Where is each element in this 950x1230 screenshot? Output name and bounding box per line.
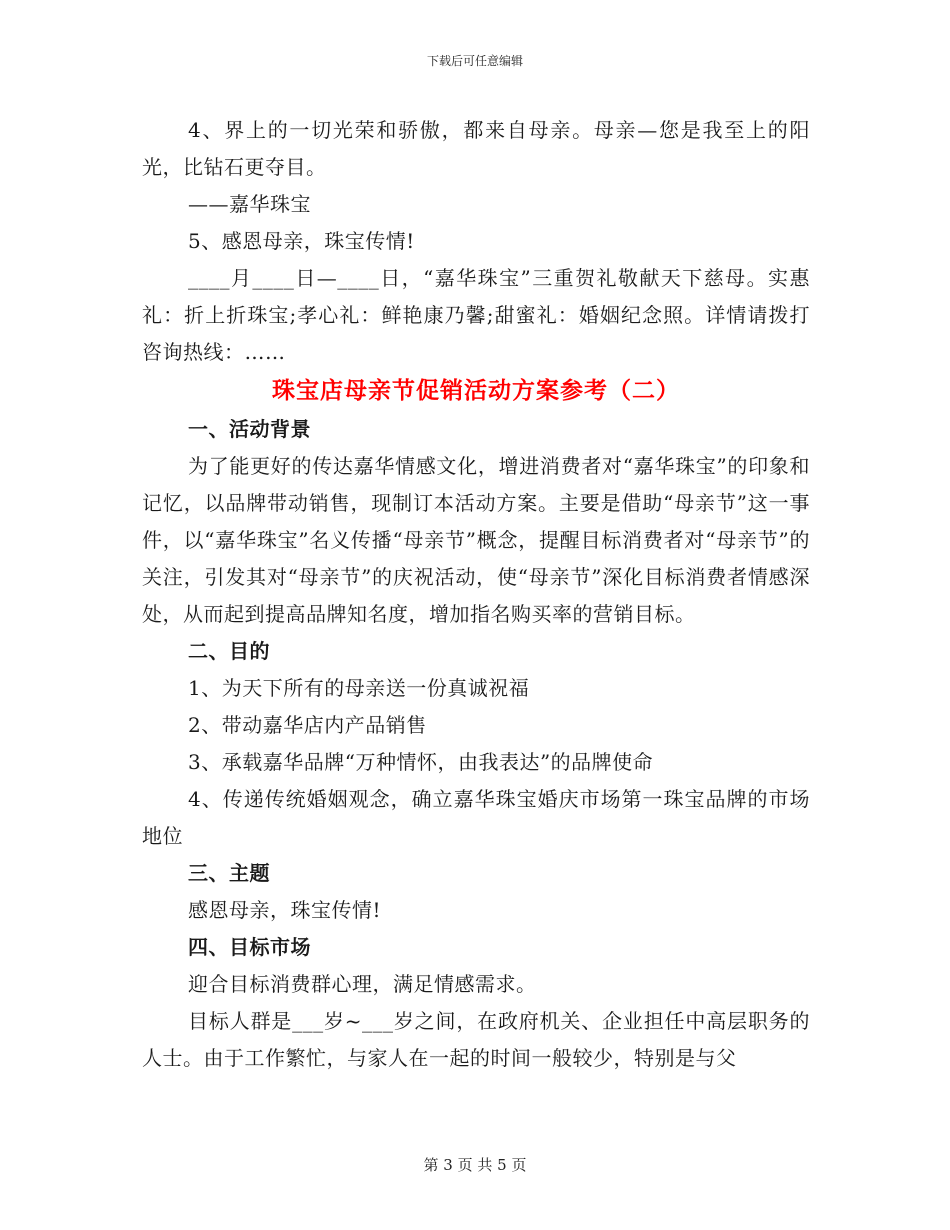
section-title: 珠宝店母亲节促销活动方案参考（二）: [272, 377, 680, 404]
document-body: [142, 112, 810, 1077]
list-item-4: 4、界上的一切光荣和骄傲，都来自母亲。母亲—您是我至上的阳光，比钻石更夺目。: [142, 118, 810, 179]
purpose-item: 2、带动嘉华店内产品销售: [188, 713, 427, 737]
page-footer: 第 3 页 共 5 页: [423, 1156, 527, 1174]
purpose-item: 3、承载嘉华品牌“万种情怀，由我表达”的品牌使命: [188, 750, 654, 774]
list-item-5: 5、感恩母亲，珠宝传情!: [188, 229, 415, 253]
heading-purpose: 二、目的: [188, 639, 270, 663]
heading-theme: 三、主题: [188, 861, 270, 885]
page-header: 下载后可任意编辑: [426, 54, 523, 68]
target-market-paragraph: 迎合目标消费群心理，满足情感需求。: [188, 972, 537, 996]
promo-paragraph: ____月____日—____日，“嘉华珠宝”三重贺礼敬献天下慈母。实惠礼：折上折珠宝;孝心礼：鲜艳康乃馨;甜蜜礼：婚姻纪念照。详情请拨打咨询热线：……: [142, 266, 810, 364]
signature-line: ——嘉华珠宝: [188, 192, 311, 216]
purpose-item: 1、为天下所有的母亲送一份真诚祝福: [188, 676, 530, 700]
target-audience-paragraph: 目标人群是___岁~___岁之间，在政府机关、企业担任中高层职务的人士。由于工作繁忙，与家人在一起的时间一般较少，特别是与父: [142, 1009, 810, 1070]
theme-paragraph: 感恩母亲，珠宝传情!: [188, 898, 382, 922]
heading-target-market: 四、目标市场: [188, 935, 311, 959]
background-paragraph: 为了能更好的传达嘉华情感文化，增进消费者对“嘉华珠宝”的印象和记忆，以品牌带动销售，现制订本活动方案。主要是借助“母亲节”这一事件，以“嘉华珠宝”名义传播“母亲节”概念，提醒目标消费者对“母亲节”的关注，引发其对“母亲节”的庆祝活动，使“母亲节”深化目标消费者情感深处，从而起到提高品牌知名度，增加指名购买率的营销目标。: [142, 454, 810, 626]
purpose-item: 4、传递传统婚姻观念，确立嘉华珠宝婚庆市场第一珠宝品牌的市场地位: [142, 787, 810, 848]
heading-background: 一、活动背景: [188, 417, 311, 441]
